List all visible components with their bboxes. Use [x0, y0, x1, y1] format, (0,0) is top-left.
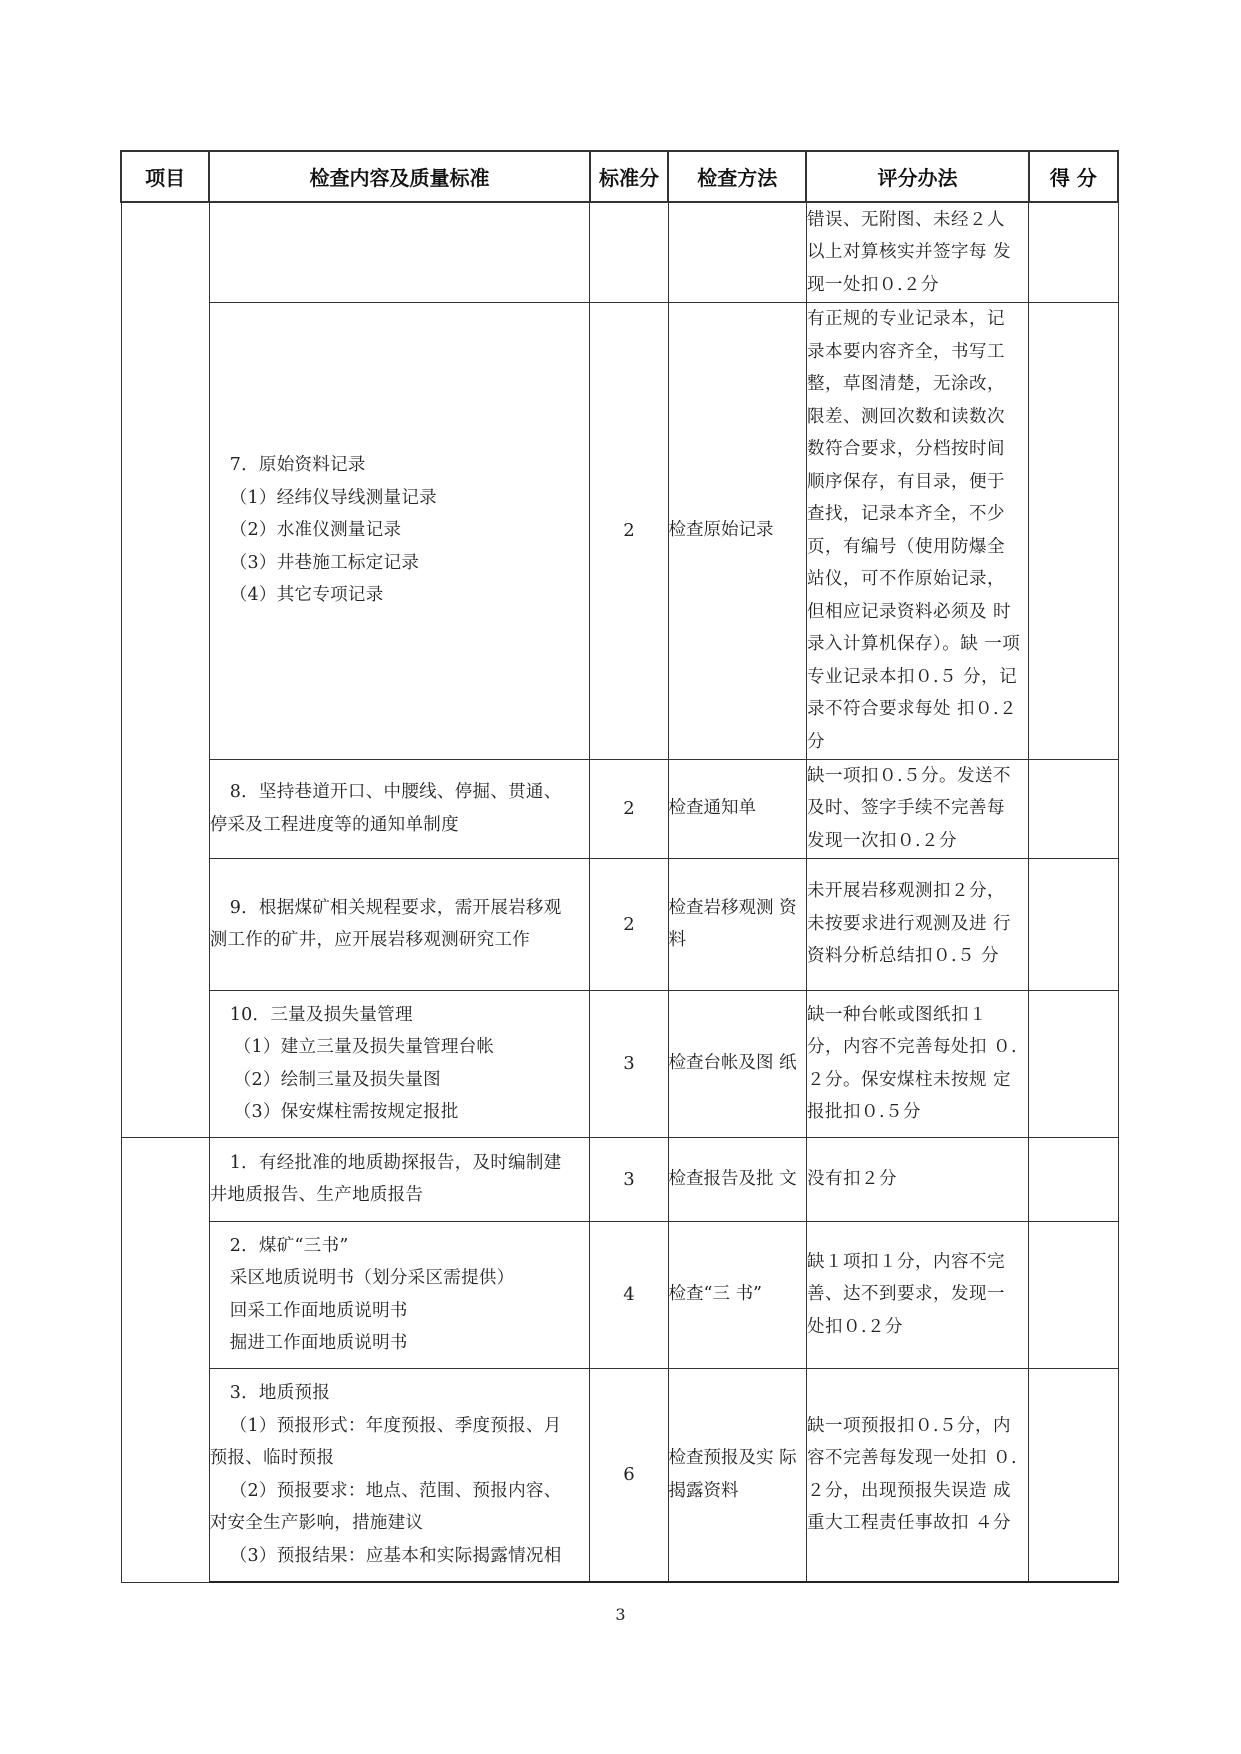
content-cell: [209, 302, 590, 759]
content-line: （1）建立三量及损失量管理台帐: [233, 1037, 495, 1057]
rule-line: 查找，记录本齐全，不少: [806, 504, 1005, 524]
method-line: 际揭露资料: [668, 1448, 797, 1501]
content-line: 预报、临时预报: [209, 1448, 335, 1469]
rule-cell: [806, 1221, 1028, 1368]
content-line: 2．煤矿“三书”: [229, 1235, 349, 1256]
method-cell: [668, 858, 806, 990]
rule-line: ４分: [975, 1513, 1012, 1534]
content-line: 采区地质说明书（划分采区需提供）: [229, 1268, 515, 1288]
rule-line: 以上对算核实并签字每: [806, 242, 987, 262]
rule-line: 数符合要求，分档按时间: [806, 439, 1005, 459]
method-cell: [668, 202, 806, 302]
rule-line: 缺一项预报扣０.５分，内: [806, 1415, 1012, 1436]
method-line: 纸: [779, 1053, 797, 1074]
content-line: 7．原始资料记录: [229, 455, 366, 476]
rule-line: 发现一次扣０.２分: [806, 830, 958, 851]
score-cell: [1029, 1368, 1118, 1582]
table-row: [121, 990, 1118, 1137]
rule-line: 录本要内容齐全，书写工: [806, 341, 1005, 362]
content-cell: [209, 858, 590, 990]
rule-line: 未按要求进行观测及进: [806, 913, 987, 934]
method-cell: [668, 1137, 806, 1221]
method-line: 检查台帐及图: [668, 1053, 774, 1074]
rule-line: 处扣０.２分: [806, 1316, 904, 1337]
rule-line: 站仪，可不作原始记录，: [806, 569, 1005, 589]
content-line: 8．坚持巷道开口、中腰线、停掘、贯通、: [229, 782, 562, 802]
standard-cell: [590, 202, 668, 302]
rule-line: 时录入计算机保存）。缺: [806, 601, 1012, 654]
content-line: （1）经纬仪导线测量记录: [229, 487, 437, 508]
rule-line: 分: [981, 946, 1000, 967]
score-cell: [1029, 1221, 1118, 1368]
header-method: 检查方法: [668, 151, 806, 202]
rule-line: ０.２分。保安煤柱未按规: [806, 1037, 1018, 1090]
content-line: （4）其它专项记录: [229, 585, 384, 606]
rule-cell: [806, 1137, 1028, 1221]
content-line: 停采及工程进度等的通知单制度: [209, 814, 459, 835]
rule-line: ０.２分，出现预报失误造: [806, 1448, 1018, 1501]
content-line: 回采工作面地质说明书: [229, 1300, 408, 1321]
rule-cell: [806, 1368, 1028, 1582]
rule-line: 定报批扣０.５分: [806, 1069, 1012, 1122]
method-cell: [668, 1368, 806, 1582]
inspection-table: [120, 150, 1119, 1583]
rule-cell: [806, 990, 1028, 1137]
content-line: （2）预报要求：地点、范围、预报内容、: [229, 1480, 562, 1501]
content-line: 9．根据煤矿相关规程要求，需开展岩移观: [229, 897, 562, 918]
header-score: 得 分: [1029, 151, 1118, 202]
rule-line: 一项专业记录本扣０.５: [806, 634, 1021, 687]
rule-line: 缺一种台帐或图纸扣１: [806, 1004, 987, 1025]
method-cell: [668, 302, 806, 759]
content-line: 掘进工作面地质说明书: [229, 1333, 408, 1353]
rule-cell: [806, 202, 1028, 302]
content-line: （3）预报结果：应基本和实际揭露情况相: [229, 1545, 562, 1566]
content-line: （3）井巷施工标定记录: [229, 552, 420, 573]
table-row: [121, 202, 1118, 302]
score-cell: [1029, 990, 1118, 1137]
standard-cell: 6: [590, 1368, 668, 1582]
content-cell: [209, 990, 590, 1137]
rule-line: 有正规的专业记录本，记: [806, 309, 1005, 329]
project-cell-survey: [121, 202, 209, 1137]
table-row: [121, 302, 1118, 759]
content-line: （3）保安煤柱需按规定报批: [233, 1102, 459, 1122]
rule-line: 但相应记录资料必须及: [806, 601, 987, 622]
rule-line: 页，有编号（使用防爆全: [806, 536, 1005, 557]
rule-line: 分，内容不完善每处扣: [806, 1037, 987, 1057]
content-line: （1）预报形式：年度预报、季度预报、月: [229, 1415, 562, 1436]
content-cell: [209, 202, 590, 302]
rule-line: 未开展岩移观测扣２分，: [806, 881, 1005, 902]
method-line: 资料: [668, 897, 797, 950]
table-row: [121, 759, 1118, 858]
rule-line: 错误、无附图、未经２人: [806, 209, 1005, 230]
header-rule: 评分办法: [806, 151, 1028, 202]
standard-cell: 3: [590, 1137, 668, 1221]
rule-line: 容不完善每发现一处扣: [806, 1448, 987, 1469]
rule-line: 及时、签字手续不完善每: [806, 798, 1005, 819]
content-line: 3．地质预报: [229, 1383, 331, 1404]
method-cell: [668, 759, 806, 858]
table-row: [121, 858, 1118, 990]
content-line: 对安全生产影响，措施建议: [209, 1513, 424, 1534]
method-line: 文: [779, 1168, 797, 1189]
standard-cell: 3: [590, 990, 668, 1137]
score-cell: [1029, 202, 1118, 302]
rule-line: 善、达不到要求，发现一: [806, 1284, 1005, 1305]
rule-line: 扣０.２分: [806, 699, 1018, 752]
standard-cell: 2: [590, 858, 668, 990]
rule-line: 缺１项扣１分，内容不完: [806, 1251, 1005, 1272]
rule-line: 发现一处扣０.２分: [806, 242, 1012, 295]
content-line: （2）绘制三量及损失量图: [233, 1069, 441, 1090]
content-line: 测工作的矿井，应开展岩移观测研究工作: [209, 930, 531, 950]
content-line: 井地质报告、生产地质报告: [209, 1185, 424, 1205]
method-line: 检查原始记录: [668, 520, 774, 541]
method-cell: [668, 990, 806, 1137]
content-cell: [209, 1368, 590, 1582]
rule-line: 成重大工程责任事故扣: [806, 1480, 1012, 1534]
rule-cell: [806, 759, 1028, 858]
score-cell: [1029, 858, 1118, 990]
score-cell: [1029, 759, 1118, 858]
rule-line: 限差、测回次数和读数次: [806, 406, 1005, 427]
method-line: 检查预报及实: [668, 1448, 774, 1469]
page-number: 3: [615, 1605, 626, 1624]
rule-line: 整，草图清楚，无涂改，: [806, 374, 1005, 394]
header-content: 检查内容及质量标准: [209, 151, 590, 202]
rule-line: 行资料分析总结扣０.５: [806, 913, 1012, 967]
table-row: [121, 1221, 1118, 1368]
project-cell-geology: [121, 1137, 209, 1582]
rule-line: 没有扣２分: [806, 1168, 897, 1189]
table-header-row: [121, 151, 1118, 202]
method-line: 检查报告及批: [668, 1168, 774, 1189]
standard-cell: 2: [590, 302, 668, 759]
table-row: [121, 1368, 1118, 1582]
score-cell: [1029, 302, 1118, 759]
rule-cell: [806, 302, 1028, 759]
method-cell: [668, 1221, 806, 1368]
rule-cell: [806, 858, 1028, 990]
table-row: [121, 1137, 1118, 1221]
content-cell: [209, 759, 590, 858]
method-line: 检查通知单: [668, 798, 757, 819]
method-line: 检查岩移观测: [668, 897, 774, 918]
header-project: 项目: [121, 151, 209, 202]
rule-line: 分，记录不符合要求每处: [806, 666, 1018, 719]
content-line: 1．有经批准的地质勘探报告，及时编制建: [229, 1152, 562, 1173]
standard-cell: 4: [590, 1221, 668, 1368]
content-cell: [209, 1221, 590, 1368]
rule-line: 缺一项扣０.５分。发送不: [806, 765, 1012, 786]
standard-cell: 2: [590, 759, 668, 858]
content-line: 10．三量及损失量管理: [229, 1004, 413, 1025]
score-cell: [1029, 1137, 1118, 1221]
rule-line: 顺序保存，有目录，便于: [806, 471, 1005, 492]
content-line: （2）水准仪测量记录: [229, 520, 402, 541]
method-line: 检查“三: [668, 1284, 730, 1305]
header-standard: 标准分: [590, 151, 668, 202]
content-cell: [209, 1137, 590, 1221]
method-line: 书”: [735, 1284, 763, 1305]
